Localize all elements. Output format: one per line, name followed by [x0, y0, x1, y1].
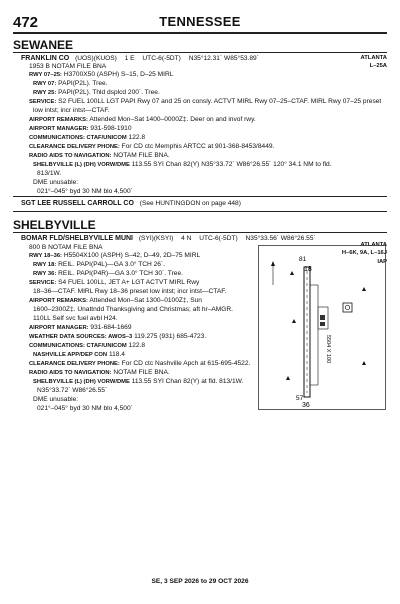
divider: [13, 232, 387, 233]
airport-coords: N35°33.56´ W86°26.55´: [245, 235, 316, 242]
shelbyville-chart: ATLANTA: [360, 242, 387, 248]
row-key: RADIO AIDS TO NAVIGATION:: [29, 153, 112, 159]
shelbyville-row: [33, 314, 118, 323]
header-rule: [13, 32, 387, 34]
row-value: N35°33.72´ W86°26.55´: [37, 387, 108, 394]
row-value: H5504X100 (ASPH) S–42, D–49, 2D–75 MIRL: [63, 252, 201, 259]
shelbyville-row: [37, 386, 107, 395]
building: [320, 322, 325, 326]
row-value: S4 FUEL 100LL, JET A+ LGT ACTVT MIRL Rwy: [58, 279, 200, 286]
north-arrow-icon: [271, 261, 275, 266]
obstacle-icon: [362, 287, 366, 291]
row-value: 021°–045° byd 30 NM blo 4,500´: [37, 405, 133, 412]
shelbyville-airport-line: [21, 234, 316, 243]
row-key: RWY 18–36:: [29, 253, 62, 259]
row-value: 931-684-1669: [90, 324, 132, 331]
row-value: PAPI(P2L). Tree.: [58, 80, 108, 87]
row-key: AIRPORT MANAGER:: [29, 126, 89, 132]
row-value: H3700X50 (ASPH) S–15, D–25 MIRL: [63, 71, 174, 78]
row-value: 119.275 (931) 685-4723.: [134, 333, 207, 340]
row-key: CLEARANCE DELIVERY PHONE:: [29, 361, 120, 367]
row-key: RWY 36:: [33, 271, 57, 277]
vor-icon-center: [345, 305, 349, 309]
sewanee-row: [37, 187, 133, 196]
row-value: REIL. PAPI(P4L)—GA 3.0° TCH 26´.: [58, 261, 165, 268]
airport-diagram: [258, 245, 386, 410]
row-key: SHELBYVILLE (L) (DH) VORW/DME: [33, 162, 130, 168]
row-value: 118.4: [108, 351, 125, 358]
sewanee-row: [33, 178, 78, 187]
row-value: PAPI(P2L). Thld dsplcd 200´. Tree.: [58, 89, 160, 96]
row-value: NOTAM FILE BNA.: [113, 369, 170, 376]
sewanee-row: [33, 106, 109, 115]
runway-number-36: 36: [302, 402, 310, 409]
obstacle-icon: [292, 319, 296, 323]
airport-ids: (SYI)(KSYI): [138, 235, 174, 242]
row-value: DME unusable:: [33, 396, 79, 403]
row-key: SHELBYVILLE (L) (DH) VORW/DME: [33, 379, 130, 385]
row-value: 113.55 SYI Chan 82(Y) at fld. 813/1W.: [131, 378, 244, 385]
sewanee-row: [37, 169, 61, 178]
shelbyville-elev-line: 800 B NOTAM FILE BNA: [29, 244, 103, 251]
row-value: 813/1W.: [37, 170, 62, 177]
row-key: RWY 07–25:: [29, 72, 62, 78]
shelbyville-row: [33, 395, 78, 404]
row-value: For CD ctc Memphis ARTCC at 901-368-8453/8449.: [121, 143, 275, 150]
airport-ids: (UOS)(KUOS): [75, 55, 117, 62]
vor-icon: [343, 303, 352, 312]
row-key: COMMUNICATIONS: CTAF/UNICOM: [29, 135, 127, 141]
sgt-entry: [21, 199, 241, 208]
runway-number-18: 18: [304, 266, 312, 273]
elevation-top: 81: [299, 256, 307, 263]
airport-utc: UTC-6(-5DT): [199, 235, 238, 242]
airport-coords: N35°12.31´ W85°53.89´: [188, 55, 259, 62]
airport-name: BOMAR FLD/SHELBYVILLE MUNI: [21, 235, 133, 242]
row-key: CLEARANCE DELIVERY PHONE:: [29, 144, 120, 150]
row-value: 931-598-1910: [90, 125, 132, 132]
row-value: 113.55 SYI Chan 82(Y) N35°33.72´ W86°26.55´ 120° 34.1 NM to fld.: [131, 161, 332, 168]
airport-utc: UTC-6(-5DT): [142, 55, 181, 62]
row-key: RWY 07:: [33, 81, 57, 87]
shelbyville-row: [37, 404, 133, 413]
obstacle-icon: [362, 361, 366, 365]
sewanee-elev-line: 1953 B NOTAM FILE BNA: [29, 63, 107, 70]
row-key: RADIO AIDS TO NAVIGATION:: [29, 370, 112, 376]
row-key: RWY 18:: [33, 262, 57, 268]
state-title: TENNESSEE: [159, 14, 241, 29]
row-key: AIRPORT REMARKS:: [29, 298, 88, 304]
effective-dates: SE, 3 SEP 2026 to 29 OCT 2026: [151, 578, 249, 585]
shelbyville-row: [33, 305, 233, 314]
sgt-name: SGT LEE RUSSELL CARROLL CO: [21, 200, 134, 207]
shelbyville-iap: IAP: [377, 259, 387, 265]
row-value: 110LL Self svc fuel avbl H24.: [33, 315, 118, 322]
row-value: For CD ctc Nashville Apch at 615-695-4522.: [121, 360, 251, 367]
sewanee-chart-low: L–25A: [369, 63, 387, 69]
runway-dimensions: 5504 X 100: [325, 335, 331, 364]
divider: [13, 196, 387, 197]
airport-distance: 1 E: [124, 55, 135, 62]
city-sewanee: SEWANEE: [13, 38, 74, 52]
row-value: Attended Mon–Sat 1400–0000Z‡. Deer on and invof rwy.: [89, 116, 256, 123]
row-value: 122.8: [128, 342, 146, 349]
row-key: RWY 25:: [33, 90, 57, 96]
row-key: SERVICE:: [29, 99, 57, 105]
diagram-frame: [259, 246, 386, 410]
row-key: SERVICE:: [29, 280, 57, 286]
obstacle-icon: [286, 376, 290, 380]
airport-distance: 4 N: [181, 235, 192, 242]
sewanee-chart: ATLANTA: [360, 55, 387, 61]
row-value: low intst; incr intst—CTAF.: [33, 107, 110, 114]
row-value: 122.8: [128, 134, 146, 141]
row-value: Attended Mon–Sat 1300–0100Z‡, Sun: [89, 297, 202, 304]
row-value: DME unusable:: [33, 179, 79, 186]
row-value: NOTAM FILE BNA.: [113, 152, 170, 159]
row-key: NASHVILLE APP/DEP CON: [33, 352, 108, 358]
city-shelbyville: SHELBYVILLE: [13, 218, 96, 232]
elevation-bottom: 57: [296, 395, 304, 402]
shelbyville-chart-high: H–6K, 9A, L–16J: [341, 250, 387, 256]
row-value: REIL. PAPI(P4R)—GA 3.0° TCH 30´. Tree.: [58, 270, 183, 277]
sgt-ref: (See HUNTINGDON on page 448): [139, 200, 241, 207]
airport-name: FRANKLIN CO: [21, 55, 70, 62]
row-value: 1600–2300Z‡. Unattndd Thanksgiving and Christmas; aft hr–AMGR.: [33, 306, 233, 313]
row-value: S2 FUEL 100LL LGT PAPI Rwy 07 and 25 on consly. ACTVT MIRL Rwy 07–25–CTAF. MIRL Rwy 07–25 preset: [58, 98, 382, 105]
row-key: AIRPORT MANAGER:: [29, 325, 89, 331]
sewanee-row: [33, 160, 332, 170]
building: [320, 315, 325, 320]
page-number: 472: [13, 14, 39, 31]
obstacle-icon: [290, 271, 294, 275]
shelbyville-row: [33, 287, 226, 296]
row-value: 18–36—CTAF. MIRL Rwy 18–36 preset low intst; incr intst—CTAF.: [33, 288, 227, 295]
row-key: AIRPORT REMARKS:: [29, 117, 88, 123]
divider: [13, 52, 387, 53]
divider: [13, 211, 387, 212]
row-value: 021°–045° byd 30 NM blo 4,500´: [37, 188, 133, 195]
row-key: COMMUNICATIONS: CTAF/UNICOM: [29, 343, 127, 349]
row-key: WEATHER DATA SOURCES: AWOS–3: [29, 334, 133, 340]
